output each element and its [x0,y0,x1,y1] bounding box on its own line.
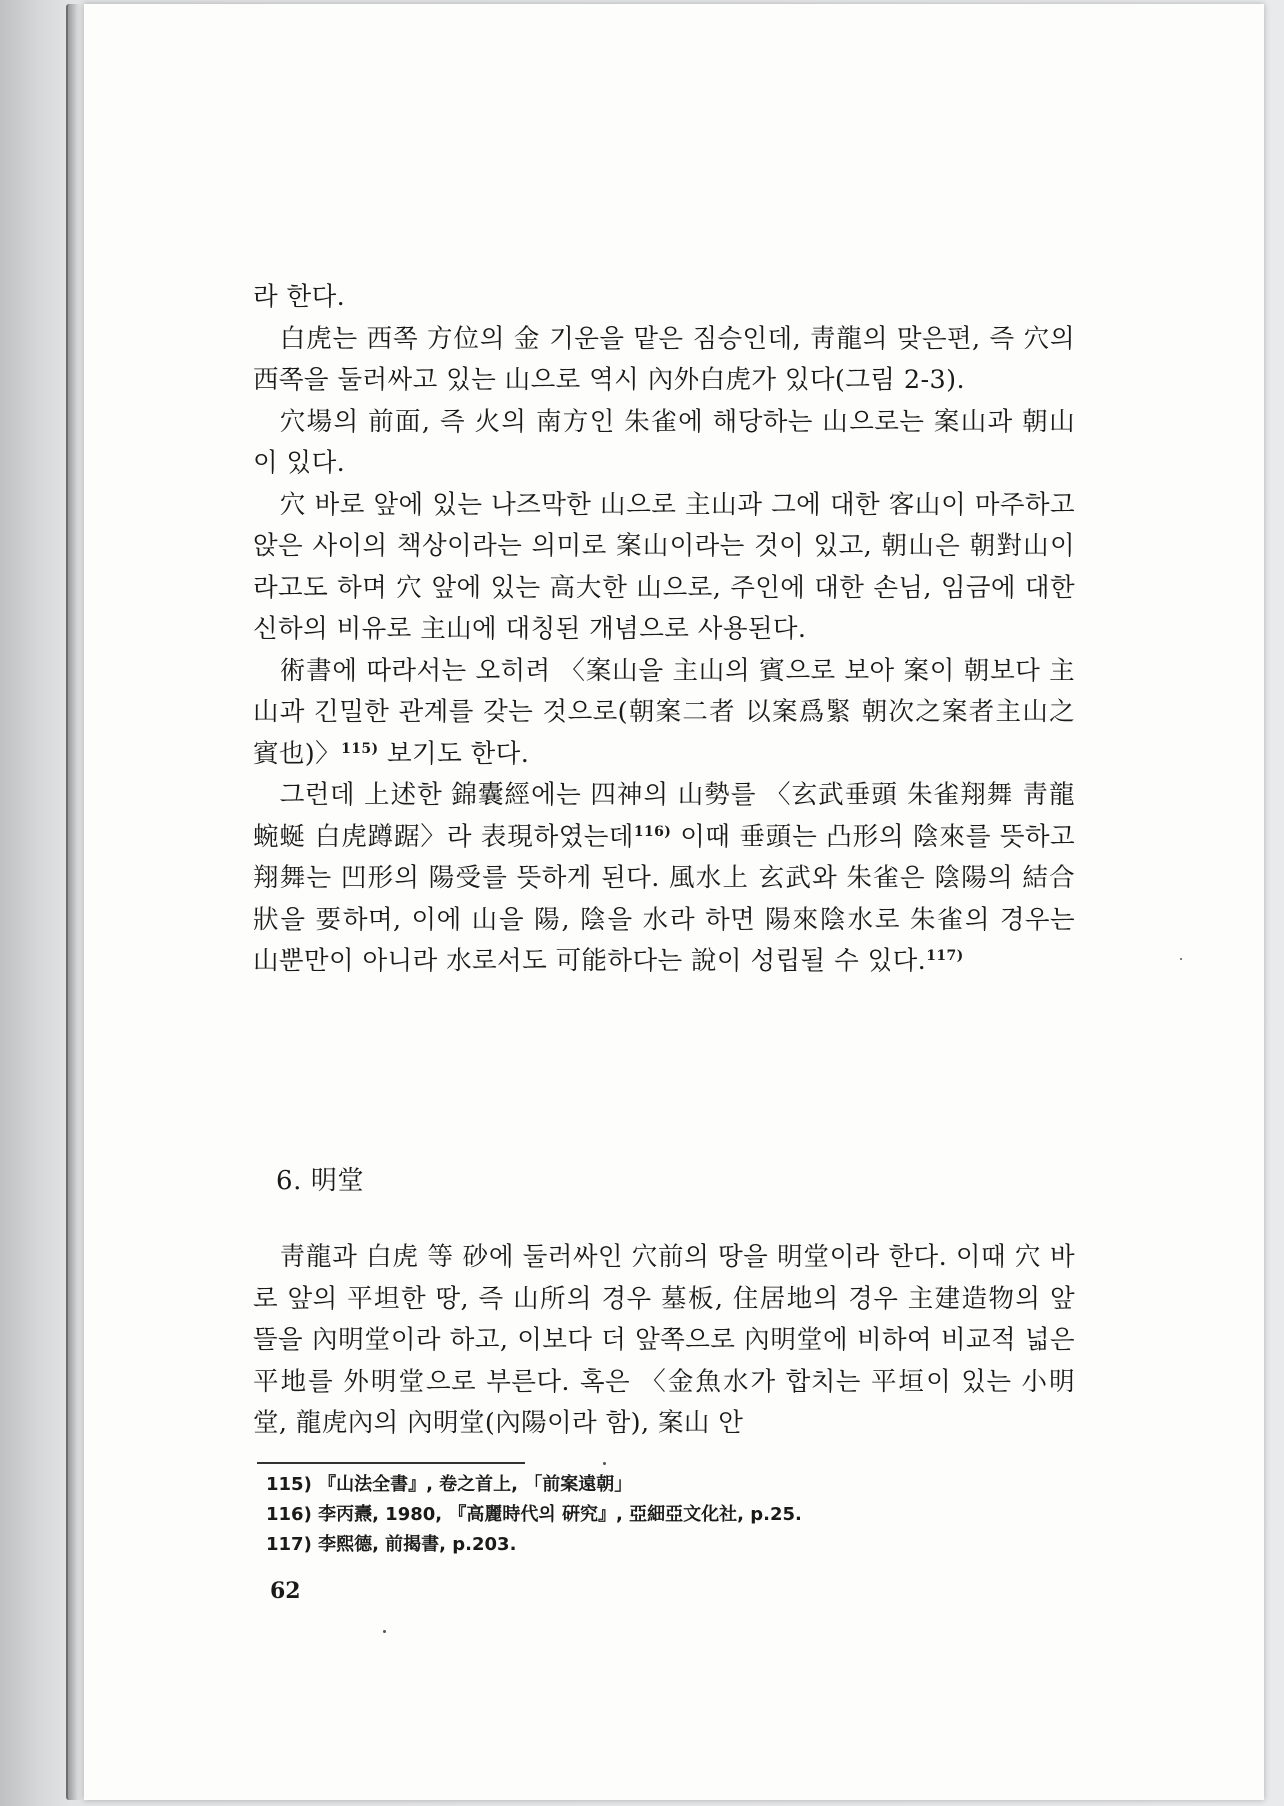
footnote-divider [257,1462,525,1464]
scan-speck [603,1462,606,1465]
paragraph: 라 한다. [253,282,346,312]
scan-speck [383,1630,386,1633]
footnote: 116) 李丙燾, 1980, 『高麗時代의 硏究』, 亞細亞文化社, p.25. [266,1504,802,1525]
paragraph: 穴 바로 앞에 있는 나즈막한 山으로 主山과 그에 대한 客山이 마주하고 앉은 사이의 책상이라는 의미로 案山이라는 것이 있고, 朝山은 朝對山이라고도 하며 穴 앞에 있는 高大한 山으로, 주인에 대한 손님, 임금에 대한 신하의 비유로 主山에 대칭된 개념으로 사용된다. [253,489,1075,644]
section-body [253,1237,1075,1445]
footnote: 117) 李熙德, 前揭書, p.203. [266,1534,517,1555]
paragraph: 白虎는 西쪽 方位의 金 기운을 맡은 짐승인데, 靑龍의 맞은편, 즉 穴의 西쪽을 둘러싸고 있는 山으로 역시 內外白虎가 있다(그림 2-3). [253,323,1075,395]
paragraph-text: 術書에 따라서는 오히려 〈案山을 主山의 賓으로 보아 案이 朝보다 主山과 긴밀한 관계를 갖는 것으로(朝案二者 以案爲緊 朝次之案者主山之賓也)〉 [253,655,1075,769]
body-text [253,277,1075,983]
paragraph-text: 보기도 한다. [378,738,530,769]
footnotes [266,1470,802,1560]
paragraph [253,775,1075,983]
footnote: 115) 『山法全書』, 卷之首上, 「前案遠朝」 [266,1474,633,1495]
paragraph: 穴場의 前面, 즉 火의 南方인 朱雀에 해당하는 山으로는 案山과 朝山이 있다. [253,406,1075,478]
scan-speck [1180,958,1182,960]
paragraph-text: 그런데 上述한 錦囊經에는 四神의 山勢를 〈玄武垂頭 朱雀翔舞 靑龍蜿蜒 白虎蹲踞〉라 表現하였는데 [253,780,1075,852]
paragraph: 靑龍과 白虎 等 砂에 둘러싸인 穴前의 땅을 明堂이라 한다. 이때 穴 바로 앞의 平坦한 땅, 즉 山所의 경우 墓板, 住居地의 경우 主建造物의 앞뜰을 內明堂이라 하고, 이보다 더 앞쪽으로 內明堂에 비하여 비교적 넓은 平地를 外明堂으로 부른다. 혹은 〈金魚水가 합치는 平垣이 있는 小明堂, 龍虎內의 內明堂(內陽이라 함), 案山 안 [253,1242,1075,1438]
footnote-ref: 117) [926,948,964,964]
paragraph-text: 이때 垂頭는 凸形의 陰來를 뜻하고 翔舞는 凹形의 陽受를 뜻하게 된다. 風水上 玄武와 朱雀은 陰陽의 結合狀을 要하며, 이에 山을 陽, 陰을 水라 하면 陽來陰水로 朱雀의 경우는 山뿐만이 아니라 水로서도 可能하다는 說이 성립될 수 있다. [253,821,1075,976]
page-number: 62 [270,1578,301,1604]
footnote-ref: 116) [633,823,672,840]
footnote-ref: 115) [341,740,379,757]
paragraph [253,651,1075,776]
section-heading: 6. 明堂 [276,1166,365,1196]
